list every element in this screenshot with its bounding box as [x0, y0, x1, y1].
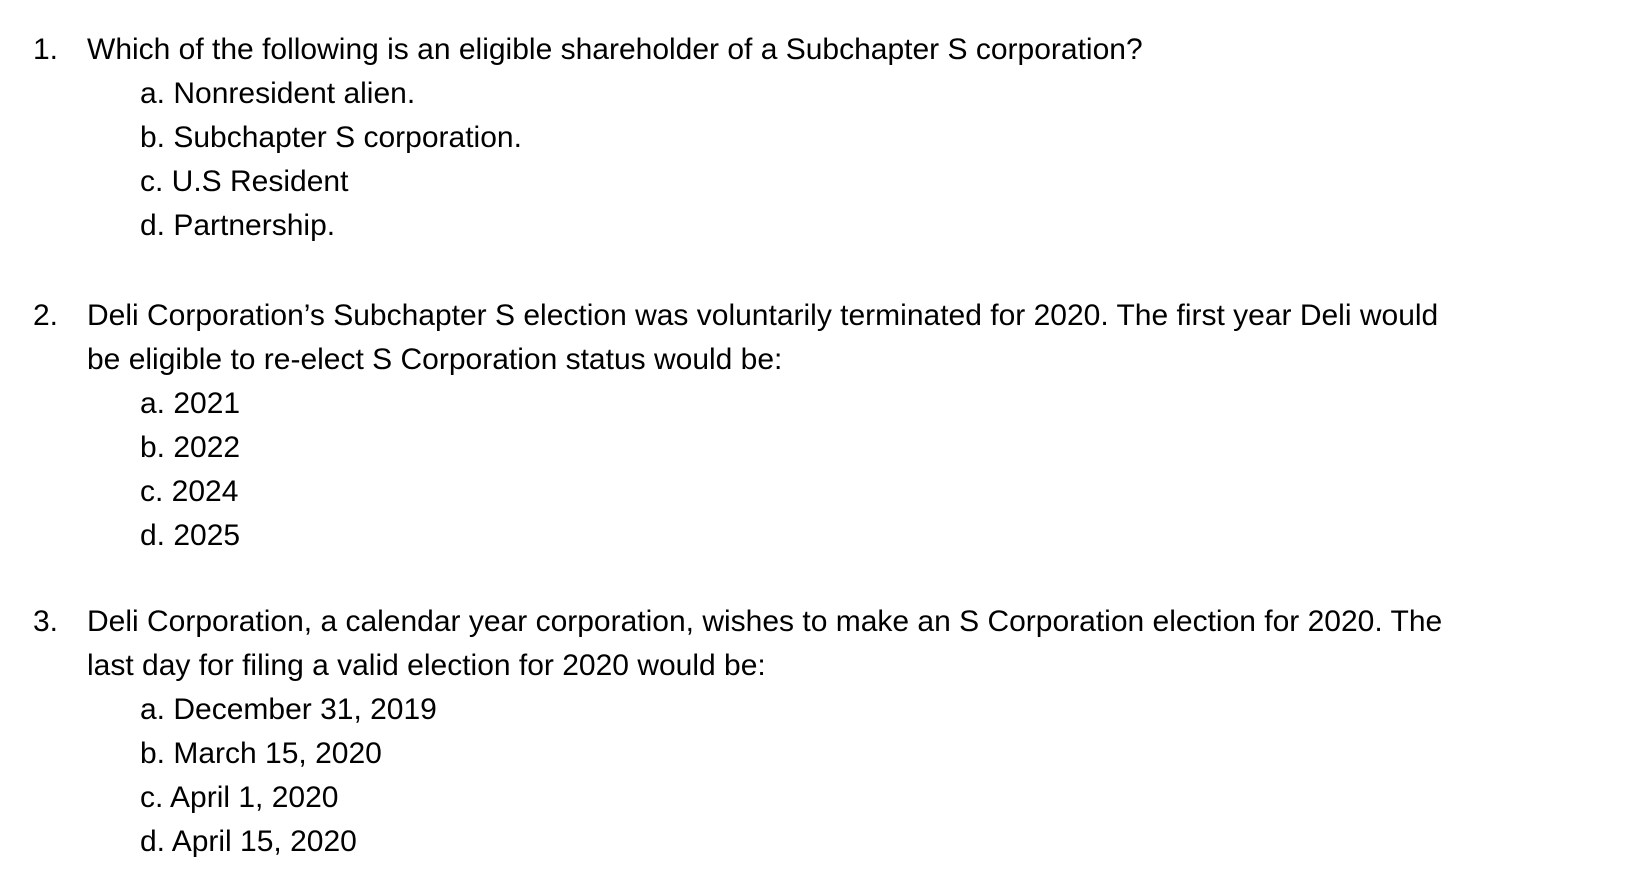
question-text	[87, 294, 1612, 382]
answer-options	[140, 72, 522, 248]
answer-option-a: a. 2021	[140, 387, 241, 420]
answer-option-a: a. Nonresident alien.	[140, 77, 416, 110]
question-text-line: last day for filing a valid election for 2020 would be:	[87, 649, 766, 682]
question-text-line: be eligible to re-elect S Corporation status would be:	[87, 343, 783, 376]
answer-option-d: d. April 15, 2020	[140, 825, 357, 858]
answer-options	[140, 688, 437, 864]
question-number: 2.	[33, 299, 59, 332]
answer-option-d: d. 2025	[140, 519, 241, 552]
question-text	[87, 600, 1612, 688]
answer-option-a: a. December 31, 2019	[140, 693, 437, 726]
question-number: 3.	[33, 605, 59, 638]
answer-option-b: b. March 15, 2020	[140, 737, 382, 770]
answer-option-c: c. U.S Resident	[140, 165, 349, 198]
answer-option-b: b. Subchapter S corporation.	[140, 121, 522, 154]
answer-option-c: c. April 1, 2020	[140, 781, 339, 814]
question-text-line: Deli Corporation’s Subchapter S election was voluntarily terminated for 2020. The first year Deli would	[87, 299, 1439, 332]
answer-option-c: c. 2024	[140, 475, 239, 508]
answer-options	[140, 382, 240, 558]
question-text-line: Deli Corporation, a calendar year corporation, wishes to make an S Corporation election for 2020. The	[87, 605, 1443, 638]
answer-option-b: b. 2022	[140, 431, 241, 464]
question-number: 1.	[33, 33, 59, 66]
question-text-line: Which of the following is an eligible shareholder of a Subchapter S corporation?	[87, 33, 1143, 66]
question-text	[87, 28, 1612, 72]
answer-option-d: d. Partnership.	[140, 209, 336, 242]
